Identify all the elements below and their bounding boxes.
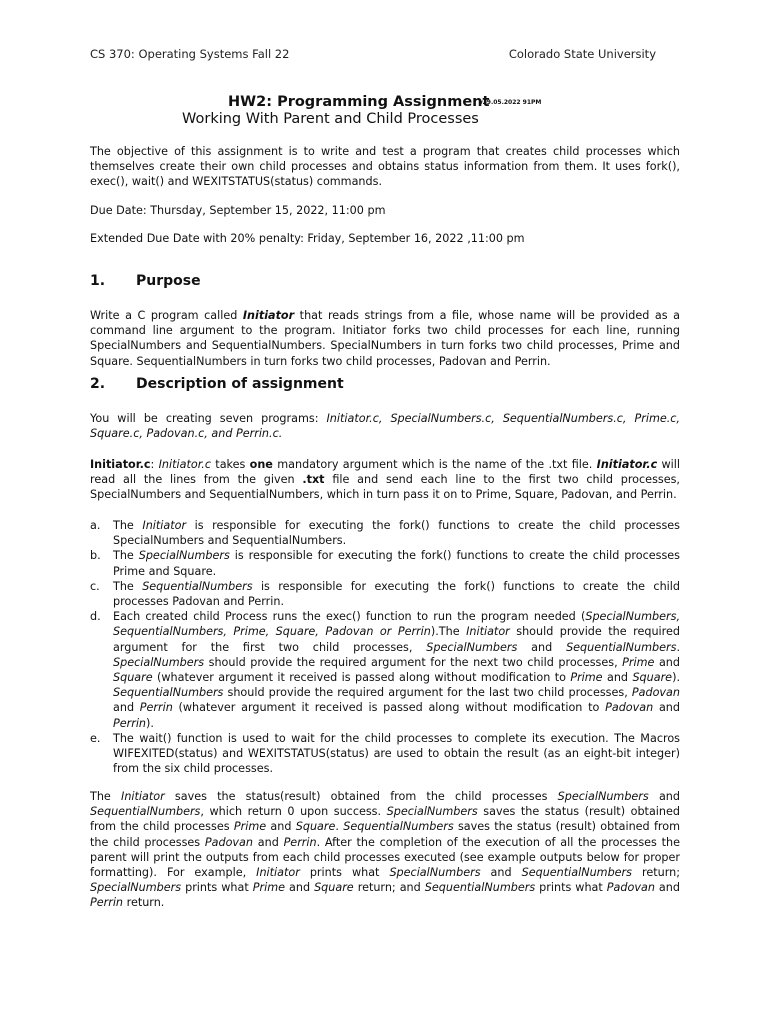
programs-list: Initiator.c, SpecialNumbers.c, SequentialNumbers.c, Prime.c, Square.c, Padovan.c, and Perrin.c. <box>90 412 680 441</box>
header-course: CS 370: Operating Systems Fall 22 <box>90 47 290 61</box>
section-number: 2. <box>90 376 106 392</box>
header-university: Colorado State University <box>508 47 656 61</box>
version-label: v. 9.05.2022 91PM <box>479 99 542 106</box>
programs-paragraph: You will be creating seven programs: Initiator.c, SpecialNumbers.c, SequentialNumbers.c, Prime.c, Square.c, Padovan.c, and Perrin.c. <box>90 412 680 441</box>
initiator-description: Initiator.c: Initiator.c takes one mandatory argument which is the name of the .txt file. Initiator.c will read all the lines from the given .txt file and send each line to the first two child processes, SpecialNumbers and SequentialNumbers, which in turn pass it on to Prime, Square, Padovan, and Perrin. <box>90 458 680 502</box>
list-item-b: b. The SpecialNumbers is responsible for executing the fork() functions to create the child processes Prime and Square. <box>90 549 680 578</box>
extended-due-date: Extended Due Date with 20% penalty: Friday, September 16, 2022 ,11:00 pm <box>90 232 525 245</box>
section-purpose-heading <box>90 273 201 289</box>
purpose-paragraph: Write a C program called Initiator that reads strings from a file, whose name will be provided as a command line argument to the program. Initiator forks two child processes for each line, running SpecialNumbers and SequentialNumbers. SpecialNumbers in turn forks two child processes, Prime and Square. SequentialNumbers in turn forks two child processes, Padovan and Perrin. <box>90 309 680 368</box>
list-item-c: c. The SequentialNumbers is responsible for executing the fork() functions to create the child processes Padovan and Perrin. <box>90 579 680 609</box>
section-title: Description of assignment <box>136 376 344 392</box>
section-number: 1. <box>90 273 106 289</box>
list-item-a: a. The Initiator is responsible for executing the fork() functions to create the child processes SpecialNumbers and SequentialNumbers. <box>90 519 680 548</box>
final-paragraph: The Initiator saves the status(result) obtained from the child processes SpecialNumbers and SequentialNumbers, which return 0 upon success. SpecialNumbers saves the status (result) obtained from the child processes Prime and Square. SequentialNumbers saves the status (result) obtained from the child processes Padovan and Perrin. After the completion of the execution of all the processes the parent will print the outputs from each child processes executed (see example outputs below for proper formatting). For example, Initiator prints what SpecialNumbers and SequentialNumbers return; SpecialNumbers prints what Prime and Square return; and SequentialNumbers prints what Padovan and Perrin return. <box>90 790 680 910</box>
list-item-d: d. Each created child Process runs the exec() function to run the program needed (SpecialNumbers, SequentialNumbers, Prime, Square, Padovan or Perrin).The Initiator should provide the required argument for the first two child processes, SpecialNumbers and SequentialNumbers. SpecialNumbers should provide the required argument for the next two child processes, Prime and Square (whatever argument it received is passed along without modification to Prime and Square). SequentialNumbers should provide the required argument for the last two child processes, Padovan and Perrin (whatever argument it received is passed along without modification to Padovan and Perrin). <box>90 610 681 730</box>
section-description-heading <box>90 376 344 392</box>
initiator-name: Initiator <box>242 309 295 322</box>
due-date: Due Date: Thursday, September 15, 2022, 11:00 pm <box>90 204 386 217</box>
section-title: Purpose <box>136 273 201 289</box>
list-item-e: e. The wait() function is used to wait for the child processes to complete its execution. The Macros WIFEXITED(status) and WEXITSTATUS(status) are used to obtain the result (as an eight-bit integer) from the six child processes. <box>90 731 680 776</box>
page-title: HW2: Programming Assignment <box>228 94 490 110</box>
objective-paragraph: The objective of this assignment is to write and test a program that creates child processes which themselves create their own child processes and obtains status information from them. It uses fork(), exec(), wait() and WEXITSTATUS(status) commands. <box>90 145 680 189</box>
requirements-list <box>90 518 680 776</box>
page-subtitle: Working With Parent and Child Processes <box>182 111 479 127</box>
